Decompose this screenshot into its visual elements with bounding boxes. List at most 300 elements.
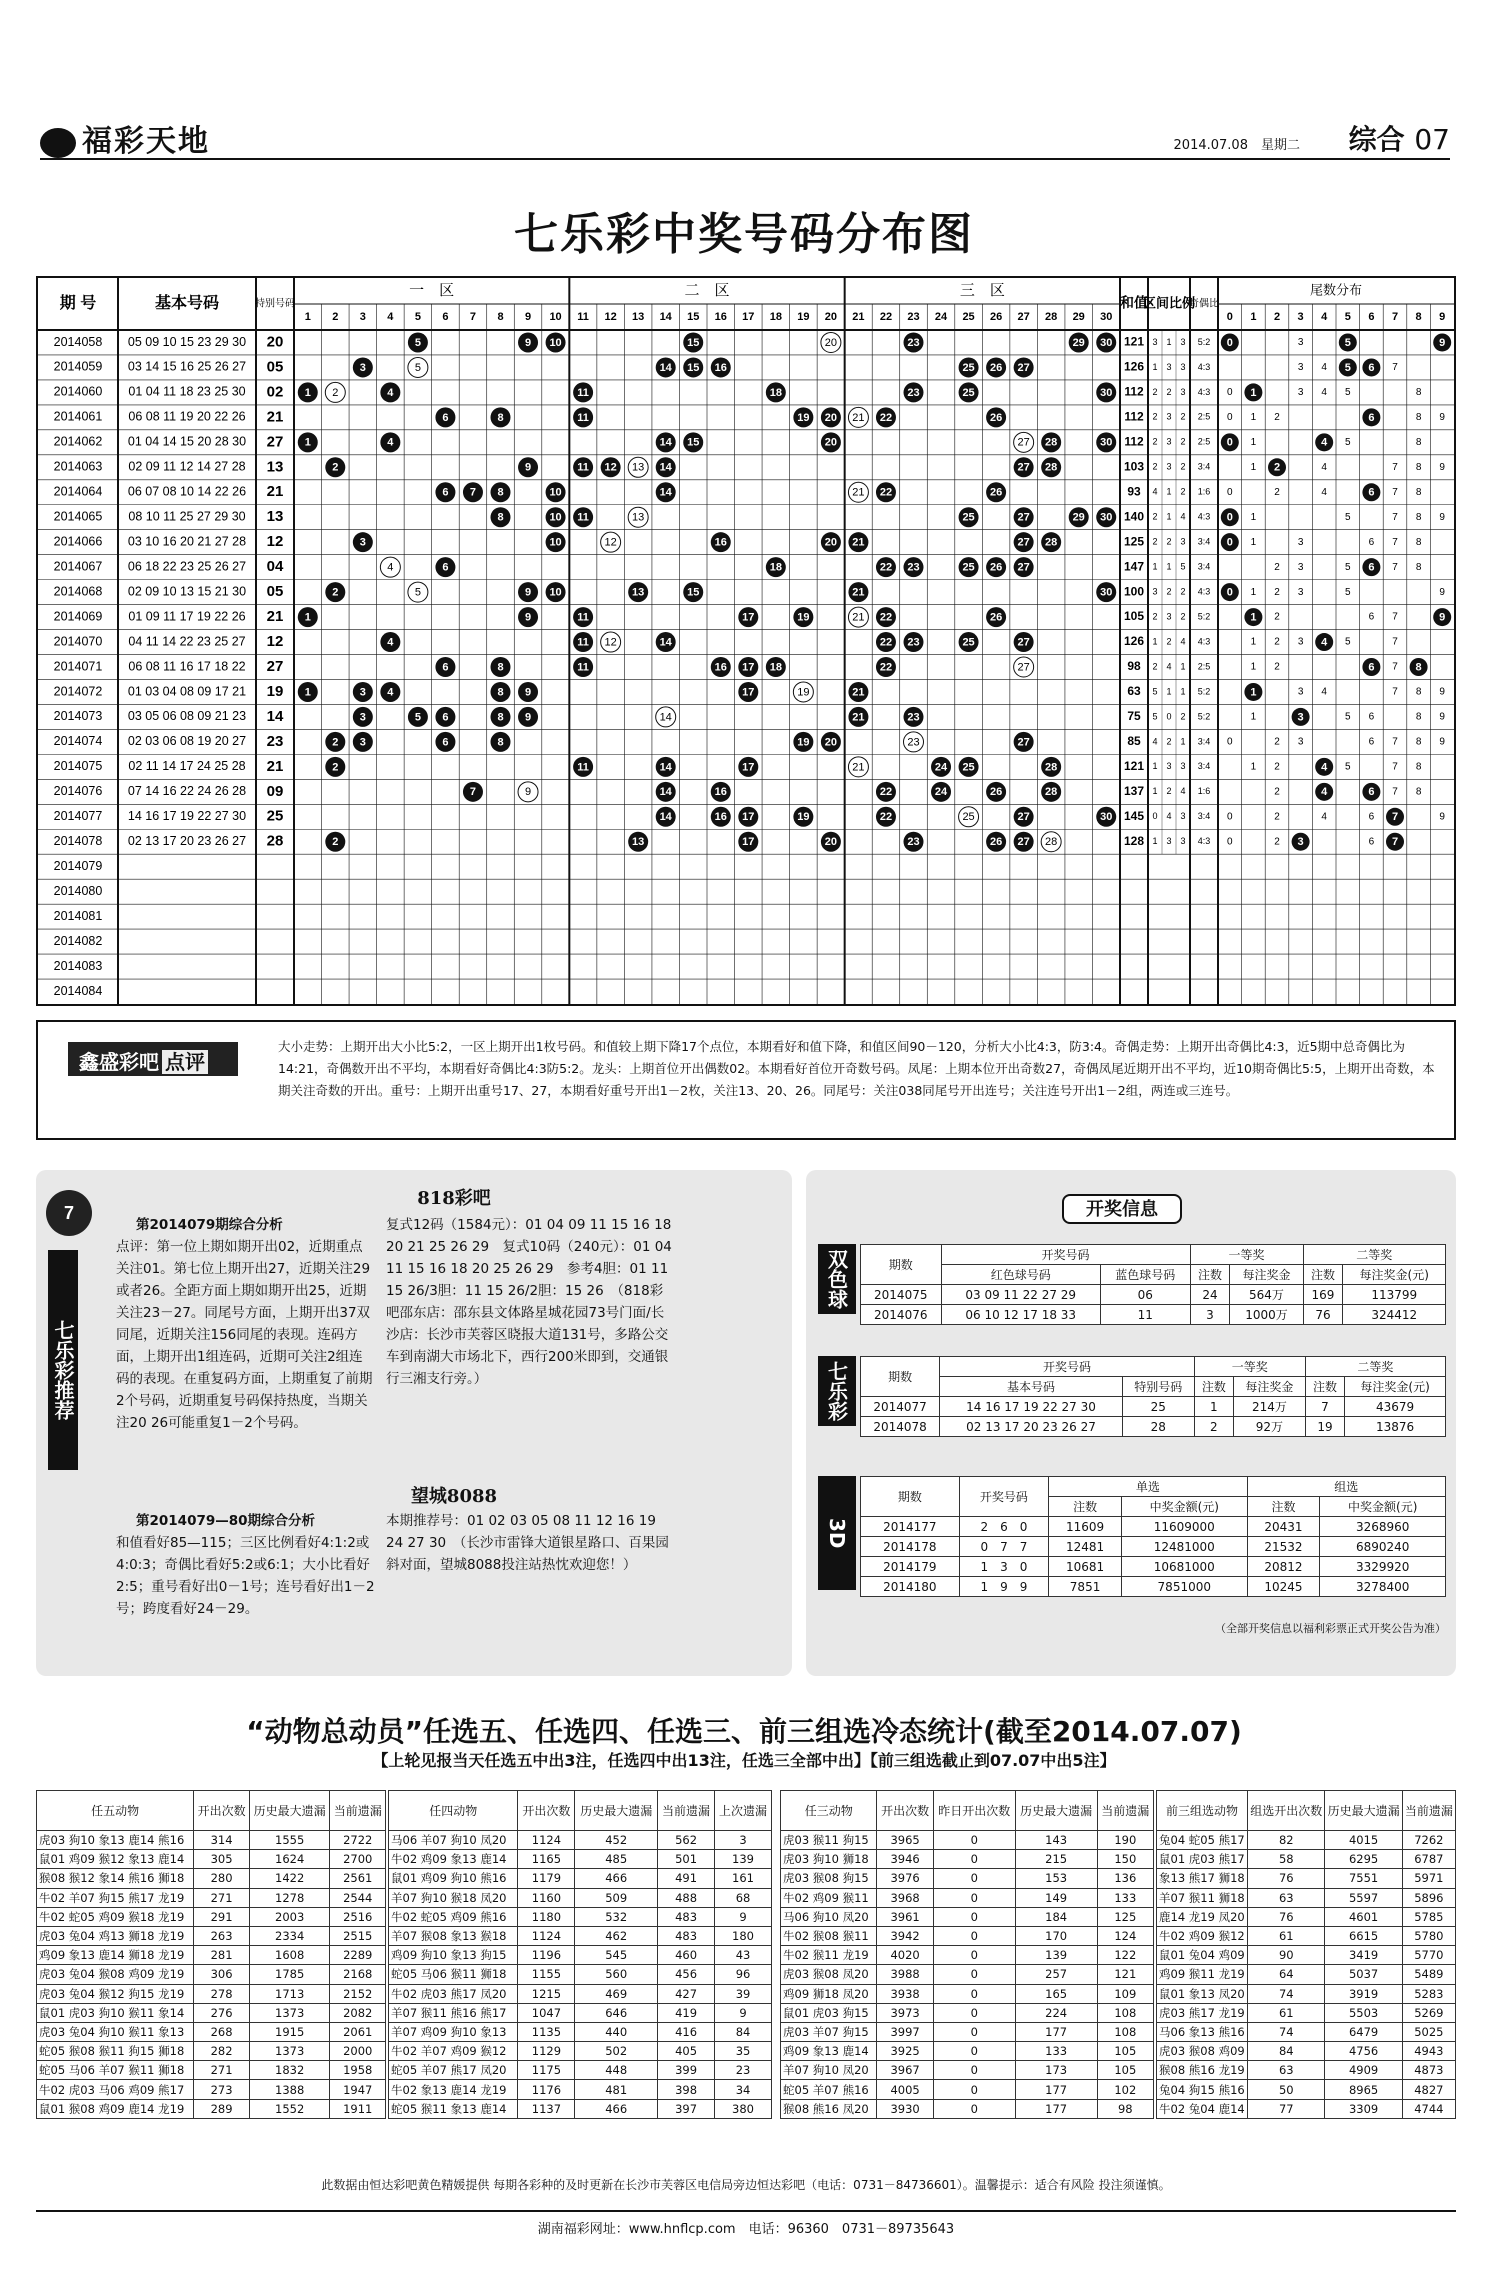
special-ball-label: 5 xyxy=(414,361,421,374)
cell: 2168 xyxy=(330,1965,386,1984)
table-row xyxy=(37,1946,386,1965)
tail-digit-mark: 7 xyxy=(1392,636,1398,648)
row-sum: 147 xyxy=(1123,559,1145,574)
tail-ball-label: 3 xyxy=(1297,711,1304,724)
drawn-ball-label: 9 xyxy=(524,461,532,474)
table-row xyxy=(781,1965,1154,1984)
drawn-ball-label: 11 xyxy=(577,761,589,774)
row-ratio: 2 xyxy=(1180,611,1186,622)
drawn-ball-label: 21 xyxy=(852,711,865,724)
cell: 1388 xyxy=(249,2080,330,2099)
row-ratio: 3 xyxy=(1180,761,1186,772)
row-ratio: 4 xyxy=(1180,511,1186,522)
tail-digit-mark: 8 xyxy=(1415,536,1422,548)
cell: 虎03 熊17 龙19 xyxy=(1157,2003,1248,2022)
tail-digit: 6 xyxy=(1368,310,1375,323)
row-parity: 5:2 xyxy=(1197,336,1211,347)
row-basic: 04 11 14 22 23 25 27 xyxy=(128,634,246,649)
row-parity: 5:2 xyxy=(1197,686,1211,697)
row-ratio: 3 xyxy=(1180,336,1186,347)
th: 上次遗漏 xyxy=(715,1791,772,1831)
row-basic: 01 04 14 15 20 28 30 xyxy=(127,434,247,449)
col-number: 9 xyxy=(524,310,532,323)
cell: 113799 xyxy=(1343,1285,1446,1305)
col-number: 29 xyxy=(1072,310,1085,323)
col-number: 20 xyxy=(824,310,838,323)
col-number: 2 xyxy=(332,310,339,323)
table-row xyxy=(1157,1926,1456,1945)
tail-digit-mark: 8 xyxy=(1415,736,1422,748)
row-issue: 2014077 xyxy=(53,809,103,824)
cell: 324412 xyxy=(1343,1305,1446,1325)
cell: 5597 xyxy=(1325,1888,1402,1907)
cell: 4020 xyxy=(877,1946,933,1965)
tail-digit-mark: 9 xyxy=(1439,711,1445,723)
tail-digit-mark: 1 xyxy=(1250,711,1257,723)
tail-digit: 4 xyxy=(1321,310,1328,323)
cell: 173 xyxy=(1015,2061,1097,2080)
d3-label: 3D xyxy=(818,1476,856,1590)
tail-ball-label: 4 xyxy=(1321,761,1328,774)
cell: 牛02 鸡09 猴12 xyxy=(1157,1926,1248,1945)
cell: 280 xyxy=(194,1869,250,1888)
th: 蓝色球号码 xyxy=(1100,1265,1190,1285)
tail-digit: 0 xyxy=(1226,310,1233,323)
cell: 虎03 羊07 狗15 xyxy=(781,2022,877,2041)
tail-digit-mark: 5 xyxy=(1345,711,1351,723)
cell: 190 xyxy=(1097,1831,1153,1850)
row-issue: 2014080 xyxy=(53,883,103,898)
cell: 121 xyxy=(1097,1965,1153,1984)
tail-digit-mark: 1 xyxy=(1250,661,1257,673)
cell: 7551 xyxy=(1325,1869,1402,1888)
row-special: 28 xyxy=(266,832,284,850)
cell: 28 xyxy=(1122,1417,1194,1437)
row-basic: 01 03 04 08 09 17 21 xyxy=(127,684,247,699)
drawn-ball-label: 5 xyxy=(414,336,421,349)
row-ratio: 3 xyxy=(1180,536,1186,547)
cell: 273 xyxy=(194,2080,250,2099)
cell: 4601 xyxy=(1325,1907,1402,1926)
row-ratio: 3 xyxy=(1180,811,1186,822)
table-row xyxy=(37,1831,386,1850)
cell: 169 xyxy=(1303,1285,1343,1305)
cell: 2 6 0 xyxy=(959,1517,1048,1537)
cell: 鼠01 虎03 狗15 xyxy=(781,2003,877,2022)
cell: 278 xyxy=(194,1984,250,2003)
drawn-ball-label: 7 xyxy=(469,486,477,499)
row-parity: 2:5 xyxy=(1197,661,1211,672)
cell: 1124 xyxy=(518,1926,575,1945)
cell: 64 xyxy=(1248,1965,1325,1984)
cell: 76 xyxy=(1248,1869,1325,1888)
row-parity: 2:5 xyxy=(1197,436,1211,447)
table-row xyxy=(37,2099,386,2118)
cell: 1 xyxy=(1194,1397,1233,1417)
table-row xyxy=(1157,1984,1456,2003)
drawn-ball-label: 1 xyxy=(304,686,311,699)
cell: 1422 xyxy=(249,1869,330,1888)
table-row xyxy=(389,1946,772,1965)
row-special: 27 xyxy=(266,657,284,675)
cell: 646 xyxy=(575,2003,658,2022)
row-ratio: 1 xyxy=(1166,486,1172,497)
tail-digit-mark: 2 xyxy=(1274,561,1280,573)
drawn-ball-label: 9 xyxy=(524,586,532,599)
cell: 427 xyxy=(658,1984,715,2003)
cell: 20431 xyxy=(1247,1517,1320,1537)
row-ratio: 3 xyxy=(1166,761,1172,772)
table-row xyxy=(781,2061,1154,2080)
drawn-ball-label: 14 xyxy=(659,486,672,499)
draw-info-note: （全部开奖信息以福利彩票正式开奖公告为准） xyxy=(1215,1622,1446,1635)
special-ball-label: 2 xyxy=(332,386,339,399)
tail-digit-mark: 3 xyxy=(1297,736,1304,748)
cell: 1958 xyxy=(330,2061,386,2080)
th: 每注奖金(元) xyxy=(1345,1377,1446,1397)
table-row xyxy=(1157,2003,1456,2022)
drawn-ball-label: 11 xyxy=(577,461,589,474)
cell: 405 xyxy=(658,2042,715,2061)
row-ratio: 0 xyxy=(1166,711,1172,722)
cell: 483 xyxy=(658,1907,715,1926)
row-sum: 75 xyxy=(1127,709,1141,724)
cell: 1624 xyxy=(249,1850,330,1869)
row-issue: 2014082 xyxy=(53,933,103,948)
cell: 282 xyxy=(194,2042,250,2061)
drawn-ball-label: 14 xyxy=(659,811,672,824)
table-row xyxy=(1157,2061,1456,2080)
cell: 74 xyxy=(1248,2022,1325,2041)
cell: 2000 xyxy=(330,2042,386,2061)
tail-ball-label: 7 xyxy=(1391,836,1399,849)
special-ball-label: 9 xyxy=(524,786,532,799)
row-sum: 126 xyxy=(1123,359,1145,374)
cell: 2516 xyxy=(330,1907,386,1926)
cell: 羊07 鸡09 狗10 象13 xyxy=(389,2022,518,2041)
drawn-ball-label: 24 xyxy=(934,761,948,774)
row-ratio: 3 xyxy=(1180,836,1186,847)
table-row xyxy=(37,2061,386,2080)
cell: 2061 xyxy=(330,2022,386,2041)
drawn-ball-label: 16 xyxy=(714,536,727,549)
drawn-ball-label: 8 xyxy=(497,486,504,499)
footer-contact: 湖南福彩网址：www.hnflcp.com 电话：96360 0731－89735643 xyxy=(36,2210,1456,2237)
th: 注数 xyxy=(1049,1497,1122,1517)
cell: 虎03 猴08 狗15 xyxy=(781,1869,877,1888)
cell: 虎03 狗10 象13 鹿14 熊16 xyxy=(37,1831,194,1850)
cell: 13876 xyxy=(1345,1417,1446,1437)
row-ratio: 0 xyxy=(1152,811,1158,822)
row-special: 12 xyxy=(266,533,284,551)
cell: 440 xyxy=(575,2022,658,2041)
drawn-ball-label: 23 xyxy=(907,336,920,349)
cell: 蛇05 马06 羊07 猴11 狮18 xyxy=(37,2061,194,2080)
cell: 1165 xyxy=(518,1850,575,1869)
tail-digit-mark: 0 xyxy=(1227,836,1233,848)
cell: 281 xyxy=(194,1946,250,1965)
th: 注数 xyxy=(1194,1377,1233,1397)
row-sum: 128 xyxy=(1123,833,1145,848)
cell: 蛇05 猴11 象13 鹿14 xyxy=(389,2099,518,2118)
drawn-ball-label: 23 xyxy=(907,561,920,574)
tail-ball-label: 0 xyxy=(1226,511,1233,524)
tail-digit-mark: 2 xyxy=(1274,611,1280,623)
col-number: 7 xyxy=(469,310,477,323)
cell: 139 xyxy=(715,1850,772,1869)
drawn-ball-label: 14 xyxy=(659,761,672,774)
cell: 鸡09 象13 鹿14 狮18 龙19 xyxy=(37,1946,194,1965)
row-ratio: 4 xyxy=(1166,661,1172,672)
cell: 0 xyxy=(933,2022,1015,2041)
tail-digit-mark: 2 xyxy=(1274,786,1280,798)
drawn-ball-label: 9 xyxy=(524,336,532,349)
cell: 3976 xyxy=(877,1869,933,1888)
row-special: 21 xyxy=(266,757,284,775)
cell: 兔04 蛇05 熊17 xyxy=(1157,1831,1248,1850)
tail-digit-mark: 8 xyxy=(1415,412,1422,424)
cell: 鸡09 狮18 凤20 xyxy=(781,1984,877,2003)
tail-digit-mark: 2 xyxy=(1274,586,1280,598)
cell: 305 xyxy=(194,1850,250,1869)
cell: 214万 xyxy=(1234,1397,1306,1417)
table-row xyxy=(781,2003,1154,2022)
cold-stats-subtitle: 【上轮见报当天任选五中出3注，任选四中出13注，任选三全部中出】【前三组选截止到07.07中出5注】 xyxy=(372,1751,1116,1770)
cell: 82 xyxy=(1248,1831,1325,1850)
cell: 170 xyxy=(1015,1926,1097,1945)
table-row xyxy=(389,2022,772,2041)
drawn-ball-label: 15 xyxy=(687,361,700,374)
table-row xyxy=(1157,1831,1456,1850)
cell: 鸡09 狗10 象13 狗15 xyxy=(389,1946,518,1965)
cell: 1608 xyxy=(249,1946,330,1965)
cell: 2082 xyxy=(330,2003,386,2022)
row-sum: 145 xyxy=(1123,808,1145,823)
row-sum: 105 xyxy=(1123,609,1145,624)
cell: 3961 xyxy=(877,1907,933,1926)
row-sum: 121 xyxy=(1123,334,1145,349)
cell: 485 xyxy=(575,1850,658,1869)
cell: 羊07 猴11 熊16 熊17 xyxy=(389,2003,518,2022)
col-number: 25 xyxy=(962,310,975,323)
col-number: 5 xyxy=(414,310,421,323)
th: 二等奖 xyxy=(1303,1245,1446,1265)
qlc-label: 七乐彩 xyxy=(818,1356,856,1426)
table-row xyxy=(861,1397,1446,1417)
tail-digit-mark: 3 xyxy=(1297,561,1304,573)
drawn-ball-label: 23 xyxy=(907,711,920,724)
tail-ball-label: 3 xyxy=(1297,836,1304,849)
row-ratio: 3 xyxy=(1180,386,1186,397)
drawn-ball-label: 19 xyxy=(797,811,810,824)
cell: 23 xyxy=(715,2061,772,2080)
cell: 149 xyxy=(1015,1888,1097,1907)
cell: 蛇05 猴08 猴11 狗15 狮18 xyxy=(37,2042,194,2061)
drawn-ball-label: 8 xyxy=(497,686,504,699)
tail-digit-mark: 0 xyxy=(1227,736,1233,748)
tail-ball-label: 4 xyxy=(1321,786,1328,799)
row-special: 09 xyxy=(266,782,284,800)
row-ratio: 1 xyxy=(1180,661,1186,672)
cell: 416 xyxy=(658,2022,715,2041)
cell: 06 10 12 17 18 33 xyxy=(941,1305,1100,1325)
th: 中奖金额(元) xyxy=(1122,1497,1248,1517)
cell: 猴08 熊16 凤20 xyxy=(781,2099,877,2118)
drawn-ball-label: 22 xyxy=(879,561,893,574)
col-sum: 和值 xyxy=(1120,294,1148,311)
drawn-ball-label: 17 xyxy=(742,686,755,699)
row-basic: 02 11 14 17 24 25 28 xyxy=(128,759,246,774)
section-818-picks: 复式12码（1584元）：01 04 09 11 15 16 18 20 21 25 26 29 复式10码（240元）：01 04 11 15 16 18 20 25 26 29 参考4胆：01 11 15 26/3胆：11 15 26/2胆：15 26 （818彩吧邵东店：邵东县文体路星城花园73号门面/长沙店：长沙市芙蓉区晓报大道131号，多路公交车到南湖大市场北下，西行200米即到，交通银行三湘支行旁。） xyxy=(386,1217,672,1387)
tail-digit-mark: 2 xyxy=(1274,636,1280,648)
drawn-ball-label: 17 xyxy=(742,836,755,849)
row-ratio: 1 xyxy=(1166,561,1172,572)
row-special: 02 xyxy=(266,383,284,401)
tail-digit-mark: 8 xyxy=(1415,387,1422,399)
cell: 3988 xyxy=(877,1965,933,1984)
row-parity: 2:5 xyxy=(1197,411,1211,422)
row-ratio: 4 xyxy=(1166,811,1172,822)
table-row xyxy=(861,1517,1446,1537)
tail-digit-mark: 2 xyxy=(1274,811,1280,823)
cell: 鼠01 兔04 鸡09 xyxy=(1157,1946,1248,1965)
drawn-ball-label: 11 xyxy=(577,661,589,674)
drawn-ball-label: 27 xyxy=(1017,361,1030,374)
drawn-ball-label: 30 xyxy=(1100,386,1113,399)
tail-digit-mark: 3 xyxy=(1297,586,1304,598)
row-ratio: 3 xyxy=(1166,411,1172,422)
table-row xyxy=(1157,2022,1456,2041)
row-ratio: 2 xyxy=(1166,536,1172,547)
recommendation-label: 七乐彩推荐 xyxy=(48,1250,78,1470)
table-row xyxy=(781,1888,1154,1907)
th: 每注奖金 xyxy=(1230,1265,1303,1285)
row-sum: 121 xyxy=(1123,759,1145,774)
cell: 61 xyxy=(1248,2003,1325,2022)
cell: 6479 xyxy=(1325,2022,1402,2041)
page-title: 七乐彩中奖号码分布图 xyxy=(514,209,974,260)
th: 历史最大遗漏 xyxy=(575,1791,658,1831)
table-row xyxy=(389,2099,772,2118)
table-row xyxy=(37,1888,386,1907)
tail-digit: 2 xyxy=(1273,310,1281,323)
col-tail: 尾数分布 xyxy=(1309,282,1363,298)
col-number: 27 xyxy=(1017,310,1030,323)
tail-ball-label: 5 xyxy=(1344,336,1351,349)
row-special: 13 xyxy=(266,458,284,476)
cell: 448 xyxy=(575,2061,658,2080)
drawn-ball-label: 20 xyxy=(824,436,838,449)
row-special: 23 xyxy=(266,732,284,750)
qlc-logo-icon: 7 xyxy=(46,1190,92,1236)
row-basic: 02 03 06 08 19 20 27 xyxy=(127,734,247,749)
cell: 12481 xyxy=(1049,1537,1122,1557)
tail-digit-mark: 3 xyxy=(1297,387,1304,399)
drawn-ball-label: 25 xyxy=(962,511,975,524)
row-issue: 2014069 xyxy=(53,609,103,624)
cell: 98 xyxy=(1097,2099,1153,2118)
tail-ball-label: 0 xyxy=(1226,436,1233,449)
drawn-ball-label: 10 xyxy=(549,336,562,349)
tail-digit-mark: 1 xyxy=(1250,461,1257,473)
drawn-ball-label: 8 xyxy=(497,411,504,424)
cell: 68 xyxy=(715,1888,772,1907)
cell: 545 xyxy=(575,1946,658,1965)
row-issue: 2014081 xyxy=(53,908,103,923)
drawn-ball-label: 20 xyxy=(824,836,838,849)
th: 注数 xyxy=(1190,1265,1230,1285)
cell: 7851 xyxy=(1049,1577,1122,1597)
row-sum: 137 xyxy=(1123,783,1145,798)
cell: 7262 xyxy=(1402,1831,1455,1850)
row-basic: 07 14 16 22 24 26 28 xyxy=(127,784,247,799)
row-special: 05 xyxy=(266,583,284,601)
drawn-ball-label: 6 xyxy=(442,561,449,574)
row-ratio: 3 xyxy=(1166,836,1172,847)
cell: 34 xyxy=(715,2080,772,2099)
cell: 1832 xyxy=(249,2061,330,2080)
cell: 1911 xyxy=(330,2099,386,2118)
drawn-ball-label: 11 xyxy=(577,386,589,399)
row-issue: 2014060 xyxy=(53,384,103,399)
row-ratio: 4 xyxy=(1152,736,1158,747)
cell: 牛02 羊07 狗15 熊17 龙19 xyxy=(37,1888,194,1907)
cell: 90 xyxy=(1248,1946,1325,1965)
row-issue: 2014076 xyxy=(53,784,103,799)
row-special: 21 xyxy=(266,608,284,626)
th: 每注奖金 xyxy=(1234,1377,1306,1397)
cell: 184 xyxy=(1015,1907,1097,1926)
th: 期数 xyxy=(861,1477,960,1517)
cell: 7 xyxy=(1305,1397,1344,1417)
row-parity: 5:2 xyxy=(1197,711,1211,722)
cell: 猴08 猴12 象14 熊16 狮18 xyxy=(37,1869,194,1888)
table-row xyxy=(37,1850,386,1869)
tail-digit-mark: 8 xyxy=(1415,461,1422,473)
cell: 92万 xyxy=(1234,1417,1306,1437)
th: 单选 xyxy=(1049,1477,1247,1497)
cell: 109 xyxy=(1097,1984,1153,2003)
cell: 11609 xyxy=(1049,1517,1122,1537)
section-818-subtitle: 第2014079期综合分析 xyxy=(136,1217,283,1233)
tail-digit-mark: 4 xyxy=(1321,686,1327,698)
row-ratio: 1 xyxy=(1166,686,1172,697)
row-ratio: 3 xyxy=(1166,461,1172,472)
row-special: 20 xyxy=(266,333,284,351)
cell: 6295 xyxy=(1325,1850,1402,1869)
row-basic: 05 09 10 15 23 29 30 xyxy=(127,334,247,349)
drawn-ball-label: 22 xyxy=(879,411,893,424)
row-special: 19 xyxy=(266,682,284,700)
table-row xyxy=(861,1557,1446,1577)
cell: 蛇05 马06 猴11 狮18 xyxy=(389,1965,518,1984)
cell: 257 xyxy=(1015,1965,1097,1984)
row-basic: 02 13 17 20 23 26 27 xyxy=(127,834,247,849)
th: 组选开出次数 xyxy=(1248,1791,1325,1831)
cell: 462 xyxy=(575,1926,658,1945)
cell: 271 xyxy=(194,1888,250,1907)
row-special: 21 xyxy=(266,483,284,501)
row-parity: 4:3 xyxy=(1197,636,1211,647)
tail-digit-mark: 8 xyxy=(1415,761,1422,773)
th: 开出次数 xyxy=(194,1791,250,1831)
cell: 1176 xyxy=(518,2080,575,2099)
cell: 2014076 xyxy=(861,1305,942,1325)
tail-digit-mark: 0 xyxy=(1227,811,1233,823)
row-issue: 2014070 xyxy=(53,634,103,649)
drawn-ball-label: 21 xyxy=(852,536,865,549)
cell: 1129 xyxy=(518,2042,575,2061)
